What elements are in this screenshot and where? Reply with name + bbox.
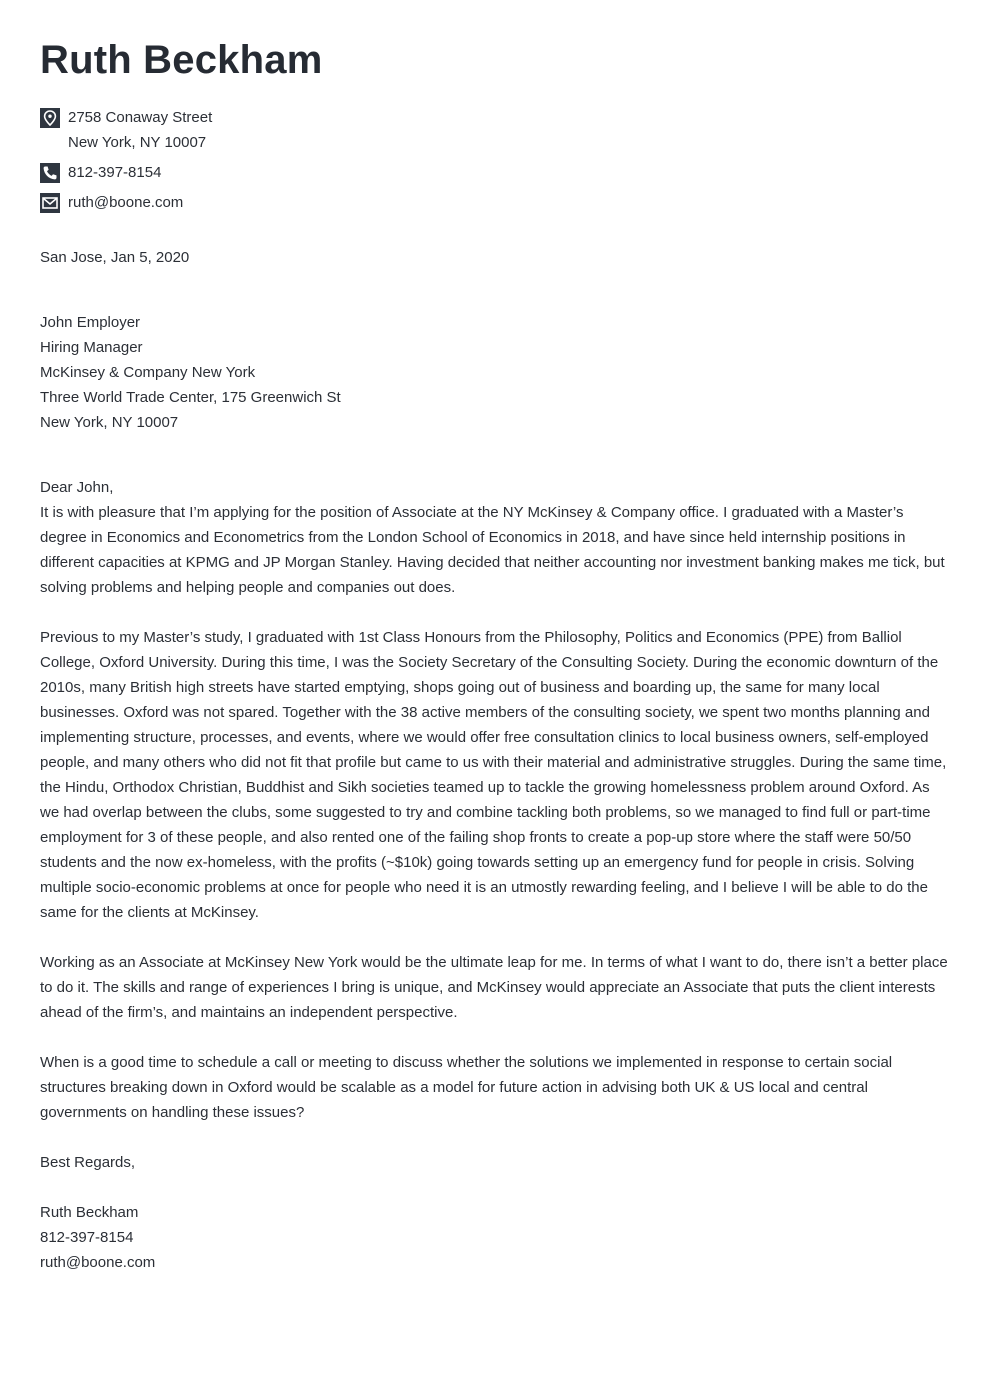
email-address[interactable]: ruth@boone.com	[68, 194, 184, 211]
address-line-1: 2758 Conaway Street	[68, 109, 213, 126]
recipient-company: McKinsey & Company New York	[40, 364, 256, 381]
phone-icon	[40, 163, 60, 183]
recipient-name: John Employer	[40, 314, 141, 331]
signature-block	[40, 1200, 952, 1275]
recipient-city: New York, NY 10007	[40, 414, 179, 431]
signature-email[interactable]: ruth@boone.com	[40, 1254, 156, 1271]
letter-paragraph: Working as an Associate at McKinsey New York would be the ultimate leap for me. In terms of what I want to do, there isn’t a better place to do it. The skills and range of experiences I bring is unique, and McKinsey would appreciate an Associate that puts the client interests ahead of the firm’s, and maintains an independent perspective.	[40, 954, 948, 1021]
letter-paragraph: Previous to my Master’s study, I graduated with 1st Class Honours from the Philosophy, Politics and Economics (PPE) from Balliol College, Oxford University. During this time, I was the Society Secretary of the Consulting Society. During the economic downturn of the 2010s, many British high streets have started emptying, shops going out of business and boarding up, the same for many local businesses. Oxford was not spared. Together with the 38 active members of the consulting society, we spent two months planning and implementing structure, processes, and events, where we would offer free consultation clinics to local business owners, self-employed people, and many others who did not fit that profile but came to us with their material and administrative struggles. During the same time, the Hindu, Orthodox Christian, Buddhist and Sikh societies teamed up to tackle the growing homelessness problem around Oxford. As we had overlap between the clubs, some suggested to try and combine tackling both problems, so we managed to find full or part-time employment for 3 of these people, and also rented one of the failing shop fronts to create a pop-up store where the staff were 50/50 students and the now ex-homeless, with the profits (~$10k) going towards setting up an emergency fund for people in crisis. Solving multiple socio-economic problems at once for people who need it is an utmostly rewarding feeling, and I believe I will be able to do the same for the clients at McKinsey.	[40, 629, 947, 921]
contact-email	[40, 190, 212, 215]
signature-name: Ruth Beckham	[40, 1204, 139, 1221]
recipient-address: Three World Trade Center, 175 Greenwich St	[40, 389, 341, 406]
letter-paragraph: It is with pleasure that I’m applying for the position of Associate at the NY McKinsey & Company office. I graduated with a Master’s degree in Economics and Econometrics from the London School of Economics in 2018, and have since held internship positions in different capacities at KPMG and JP Morgan Stanley. Having decided that neither accounting nor investment banking makes me tick, but solving problems and helping people and companies out does.	[40, 504, 945, 596]
sender-name: Ruth Beckham	[40, 38, 323, 82]
salutation: Dear John,	[40, 479, 114, 496]
letter-paragraph: When is a good time to schedule a call or meeting to discuss whether the solutions we implemented in response to certain social structures breaking down in Oxford would be scalable as a model for future action in advising both UK & US local and central governments on handling these issues?	[40, 1054, 893, 1121]
recipient-title: Hiring Manager	[40, 339, 143, 356]
contact-address	[40, 105, 212, 155]
closing: Best Regards,	[40, 1154, 136, 1171]
contact-phone	[40, 160, 212, 185]
contact-info	[40, 105, 212, 215]
signature-phone[interactable]: 812-397-8154	[40, 1229, 134, 1246]
letter-body	[40, 475, 952, 1125]
envelope-icon	[40, 193, 60, 213]
address-line-2: New York, NY 10007	[68, 134, 207, 151]
phone-number[interactable]: 812-397-8154	[68, 164, 162, 181]
location-pin-icon	[40, 108, 60, 128]
recipient-block	[40, 310, 952, 435]
letter-date: San Jose, Jan 5, 2020	[40, 249, 190, 266]
